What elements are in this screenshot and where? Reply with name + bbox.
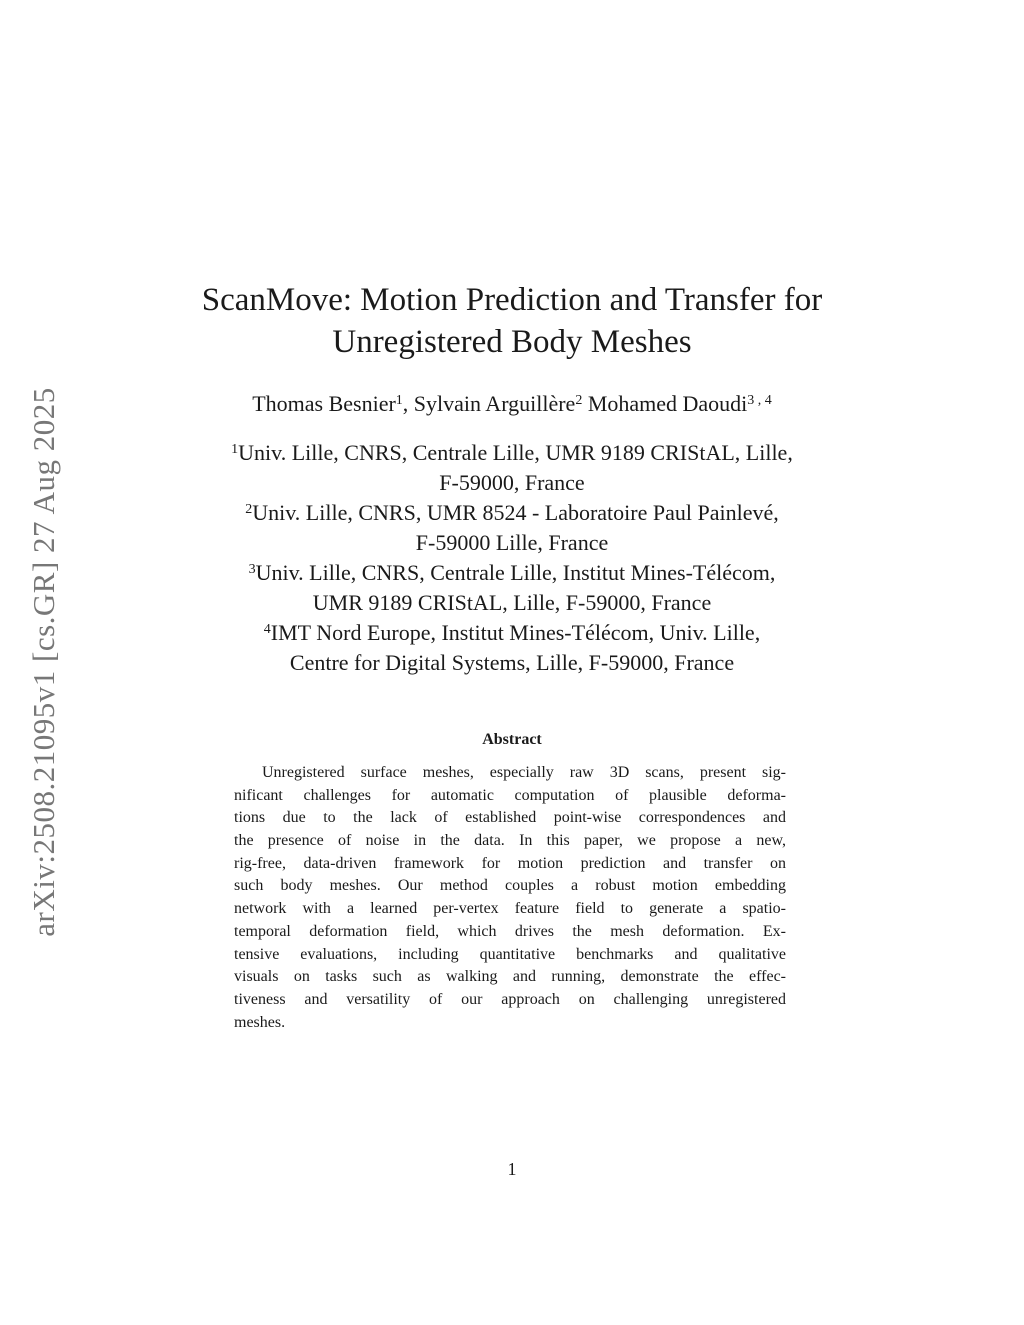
affiliation-mark: 2 — [245, 502, 253, 517]
affiliation-text: Univ. Lille, CNRS, UMR 8524 - Laboratoire Paul Painlevé, — [252, 500, 779, 525]
author-name: Sylvain Arguillère — [413, 391, 576, 416]
affiliation-line: F-59000 Lille, France — [415, 530, 609, 555]
affiliation-line — [0, 498, 1024, 528]
abstract-line: Unregistered surface meshes, especially raw 3D scans, present sig- — [262, 764, 786, 781]
affiliation-text: IMT Nord Europe, Institut Mines-Télécom, Univ. Lille, — [270, 620, 761, 645]
author-affiliation-mark: 1 — [395, 393, 403, 408]
paper-title — [0, 279, 1024, 363]
abstract-line: meshes. — [234, 1013, 286, 1031]
affiliation-mark: 4 — [263, 622, 271, 637]
arxiv-identifier-stamp: arXiv:2508.21095v1 [cs.GR] 27 Aug 2025 — [26, 387, 61, 937]
abstract-line: tiveness and versatility of our approach on challenging unregistered — [234, 990, 786, 1008]
author-affiliation-mark: 3 , 4 — [747, 393, 772, 408]
affiliation-line: F-59000, France — [439, 470, 585, 495]
affiliation-line — [0, 618, 1024, 648]
author-list — [0, 388, 1024, 420]
affiliation-line: UMR 9189 CRIStAL, Lille, F-59000, France — [312, 590, 712, 615]
affiliation-list — [0, 438, 1024, 678]
abstract-line: tions due to the lack of established point-wise correspondences and — [234, 809, 786, 827]
abstract-line: the presence of noise in the data. In this paper, we propose a new, — [234, 832, 786, 850]
abstract-line: temporal deformation field, which drives the mesh deformation. Ex- — [234, 922, 786, 940]
author-name: Mohamed Daoudi — [587, 391, 748, 416]
page-number: 1 — [507, 1159, 517, 1179]
title-line-1: ScanMove: Motion Prediction and Transfer for — [201, 282, 823, 318]
author-name: Thomas Besnier — [252, 391, 396, 416]
affiliation-mark: 3 — [248, 562, 256, 577]
abstract-line: network with a learned per-vertex feature field to generate a spatio- — [234, 900, 786, 918]
title-line-2: Unregistered Body Meshes — [332, 324, 692, 360]
abstract-line: such body meshes. Our method couples a robust motion embedding — [234, 877, 786, 895]
affiliation-line — [0, 558, 1024, 588]
abstract-body — [234, 762, 786, 1034]
affiliation-mark: 1 — [231, 442, 239, 457]
affiliation-text: Univ. Lille, CNRS, Centrale Lille, Institut Mines-Télécom, — [255, 560, 776, 585]
abstract-line: nificant challenges for automatic computation of plausible deforma- — [234, 786, 786, 804]
author-separator: , — [402, 391, 414, 416]
author-affiliation-mark: 2 — [575, 393, 583, 408]
abstract-heading: Abstract — [482, 731, 542, 748]
abstract-line: tensive evaluations, including quantitative benchmarks and qualitative — [234, 945, 786, 963]
affiliation-line: Centre for Digital Systems, Lille, F-59000, France — [289, 650, 735, 675]
abstract-line: visuals on tasks such as walking and running, demonstrate the effec- — [234, 968, 786, 986]
abstract-line: rig-free, data-driven framework for motion prediction and transfer on — [234, 854, 786, 872]
affiliation-text: Univ. Lille, CNRS, Centrale Lille, UMR 9189 CRIStAL, Lille, — [238, 440, 793, 465]
affiliation-line — [0, 438, 1024, 468]
